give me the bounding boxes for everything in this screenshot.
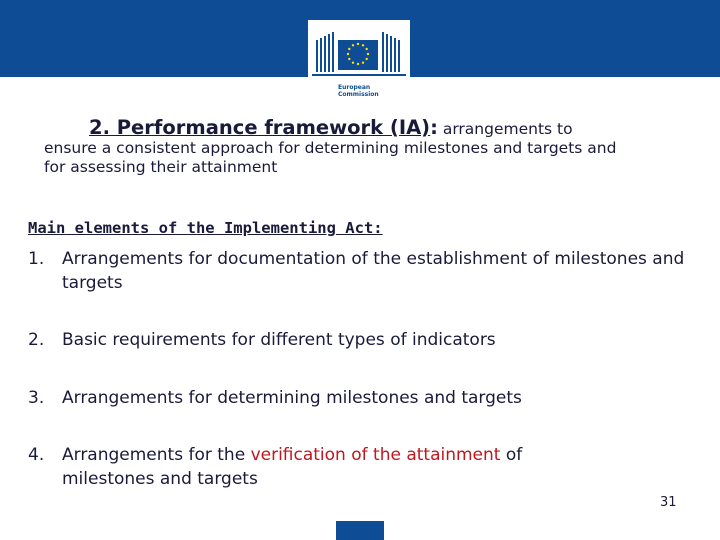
list-item: [28, 328, 688, 352]
title-rest-line2: ensure a consistent approach for determining milestones and targets and: [44, 139, 617, 157]
list-item-number: 4.: [28, 445, 45, 465]
list-item-number: 1.: [28, 249, 45, 269]
list-item-number: 2.: [28, 330, 45, 350]
list-item: [28, 443, 688, 491]
list-item-text-post-line2: milestones and targets: [62, 469, 258, 489]
title-colon: :: [430, 116, 438, 139]
footer-bar: [336, 521, 384, 540]
list-item-number: 3.: [28, 388, 45, 408]
page-number: 31: [660, 495, 677, 510]
logo-text: [338, 84, 379, 98]
list-item-text: [62, 443, 688, 491]
european-commission-logo: [308, 20, 410, 102]
title-rest-line3: for assessing their attainment: [44, 158, 278, 176]
section-heading: Main elements of the Implementing Act:: [28, 219, 383, 237]
list-item-text-post: of: [500, 445, 523, 465]
list-item-text: Arrangements for documentation of the establishment of milestones and targets: [62, 249, 685, 293]
logo-text-line1: European: [338, 84, 371, 91]
logo-text-line2: Commission: [338, 91, 379, 98]
list-item-text-pre: Arrangements for the: [62, 445, 251, 465]
list-item-text: Basic requirements for different types of indicators: [62, 330, 496, 350]
highlighted-text: verification of the attainment: [250, 445, 501, 465]
list-item: [28, 386, 688, 410]
list-item-text: Arrangements for determining milestones and targets: [62, 388, 522, 408]
list-item: [28, 247, 688, 295]
title-rest-line1: arrangements to: [437, 120, 573, 138]
slide-title: [44, 118, 708, 177]
title-strong: 2. Performance framework (IA): [89, 116, 431, 139]
